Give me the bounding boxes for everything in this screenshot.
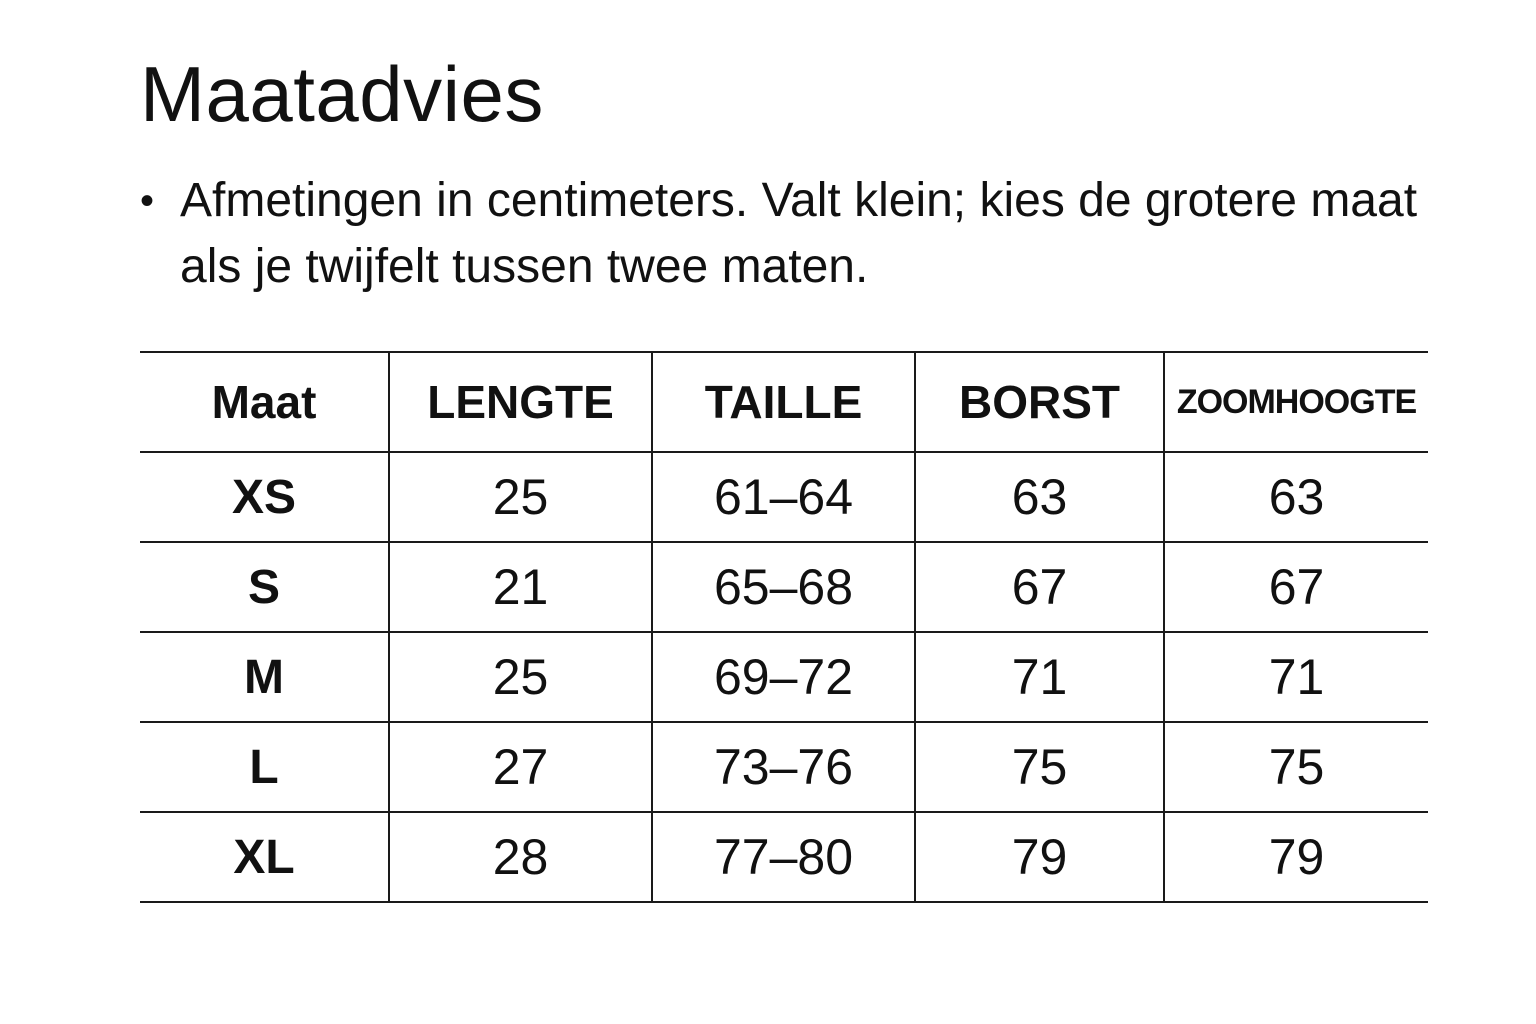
borst-cell: 75 [915, 722, 1164, 812]
borst-cell: 67 [915, 542, 1164, 632]
table-row [140, 542, 1428, 632]
lengte-cell: 25 [389, 452, 652, 542]
header-maat: Maat [140, 352, 389, 452]
zoomhoogte-cell: 63 [1164, 452, 1428, 542]
table-row [140, 632, 1428, 722]
zoomhoogte-cell: 67 [1164, 542, 1428, 632]
lengte-cell: 27 [389, 722, 652, 812]
page-title: Maatadvies [140, 50, 544, 138]
lengte-cell: 28 [389, 812, 652, 902]
table-row [140, 812, 1428, 902]
zoomhoogte-cell: 79 [1164, 812, 1428, 902]
taille-cell: 73–76 [652, 722, 915, 812]
table-row [140, 722, 1428, 812]
size-label: L [140, 722, 389, 812]
taille-cell: 61–64 [652, 452, 915, 542]
borst-cell: 79 [915, 812, 1164, 902]
lengte-cell: 21 [389, 542, 652, 632]
borst-cell: 71 [915, 632, 1164, 722]
table-header-row [140, 352, 1428, 452]
size-note [140, 168, 1440, 300]
size-label: S [140, 542, 389, 632]
borst-cell: 63 [915, 452, 1164, 542]
taille-cell: 69–72 [652, 632, 915, 722]
header-zoomhoogte: ZOOMHOOGTE [1164, 352, 1428, 452]
header-lengte: LENGTE [389, 352, 652, 452]
taille-cell: 65–68 [652, 542, 915, 632]
size-table [140, 351, 1428, 903]
lengte-cell: 25 [389, 632, 652, 722]
table-row [140, 452, 1428, 542]
bullet-point: • [140, 179, 155, 223]
size-label: XS [140, 452, 389, 542]
taille-cell: 77–80 [652, 812, 915, 902]
size-label: XL [140, 812, 389, 902]
zoomhoogte-cell: 75 [1164, 722, 1428, 812]
header-borst: BORST [915, 352, 1164, 452]
header-taille: TAILLE [652, 352, 915, 452]
zoomhoogte-cell: 71 [1164, 632, 1428, 722]
size-label: M [140, 632, 389, 722]
note-text: Afmetingen in centimeters. Valt klein; kies de grotere maat als je twijfelt tussen twee maten. [180, 174, 1418, 293]
